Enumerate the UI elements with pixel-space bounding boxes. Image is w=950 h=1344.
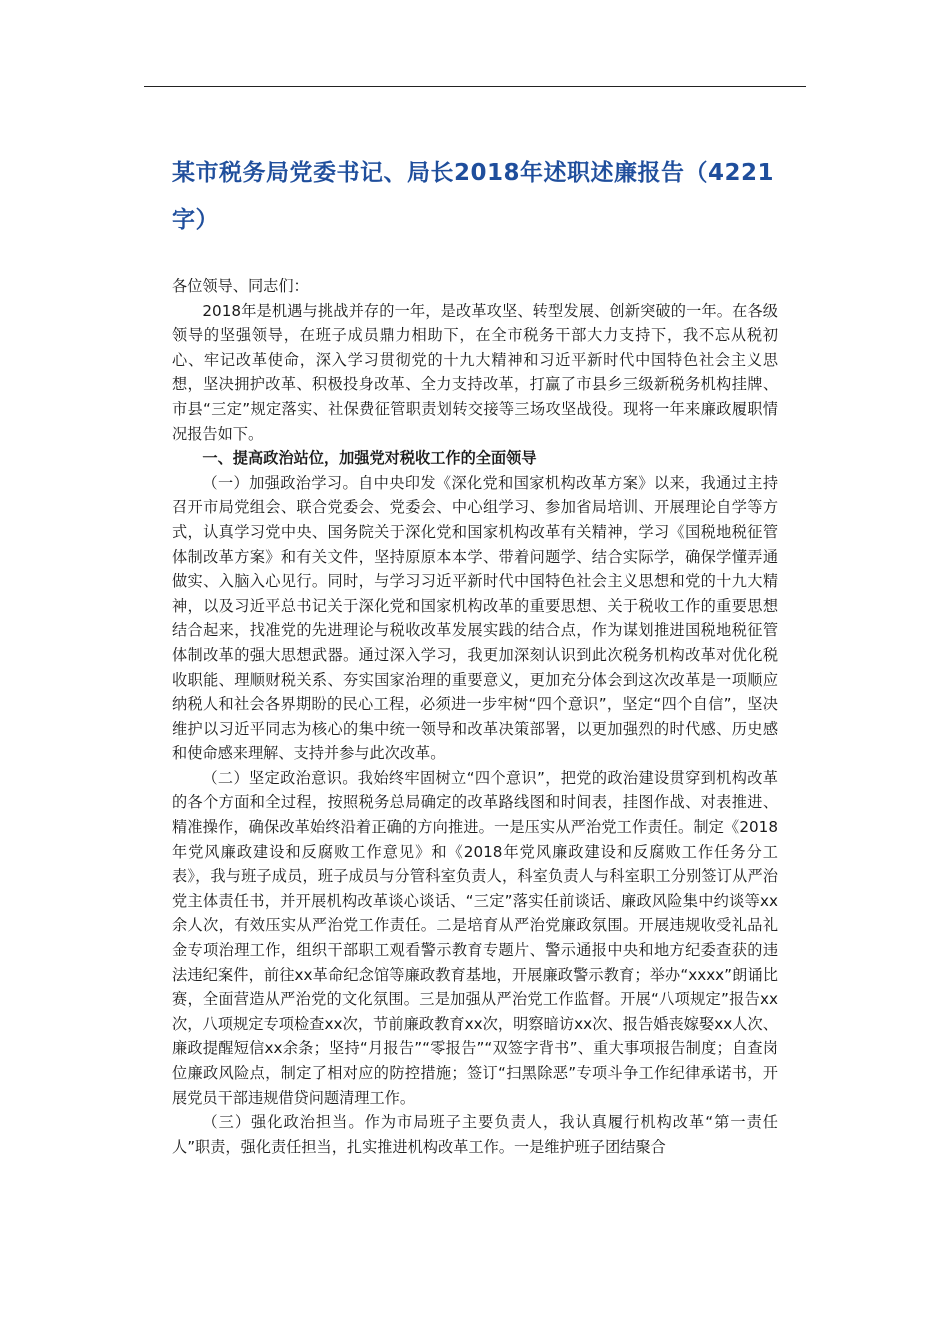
document-body [172, 274, 778, 1159]
header-rule [144, 86, 806, 87]
paragraph-political-awareness: （二）坚定政治意识。我始终牢固树立“四个意识”，把党的政治建设贯穿到机构改革的各个方面和全过程，按照税务总局确定的改革路线图和时间表，挂图作战、对表推进、精准操作，确保改革始终沿着正确的方向推进。一是压实从严治党工作责任。制定《2018年党风廉政建设和反腐败工作意见》和《2018年党风廉政建设和反腐败工作任务分工表》，我与班子成员，班子成员与分管科室负责人，科室负责人与科室职工分别签订从严治党主体责任书，并开展机构改革谈心谈话、“三定”落实任前谈话、廉政风险集中约谈等xx余人次，有效压实从严治党工作责任。二是培育从严治党廉政氛围。开展违规收受礼品礼金专项治理工作，组织干部职工观看警示教育专题片、警示通报中央和地方纪委查获的违法违纪案件，前往xx革命纪念馆等廉政教育基地，开展廉政警示教育；举办“xxxx”朗诵比赛，全面营造从严治党的文化氛围。三是加强从严治党工作监督。开展“八项规定”报告xx次，八项规定专项检查xx次，节前廉政教育xx次，明察暗访xx次、报告婚丧嫁娶xx人次、廉政提醒短信xx余条；坚持“月报告”“零报告”“双签字背书”、重大事项报告制度；自查岗位廉政风险点，制定了相对应的防控措施；签订“扫黑除恶”专项斗争工作纪律承诺书，开展党员干部违规借贷问题清理工作。 [172, 768, 778, 1107]
salutation: 各位领导、同志们： [172, 277, 309, 295]
paragraph-political-responsibility: （三）强化政治担当。作为市局班子主要负责人，我认真履行机构改革“第一责任人”职责，强化责任担当，扎实推进机构改革工作。一是维护班子团结聚合 [172, 1113, 778, 1156]
paragraph-intro: 2018年是机遇与挑战并存的一年，是改革攻坚、转型发展、创新突破的一年。在各级领导的坚强领导，在班子成员鼎力相助下，在全市税务干部大力支持下，我不忘从税初心、牢记改革使命，深入学习贯彻党的十九大精神和习近平新时代中国特色社会主义思想，坚决拥护改革、积极投身改革、全力支持改革，打赢了市县乡三级新税务机构挂牌、市县“三定”规定落实、社保费征管职责划转交接等三场攻坚战役。现将一年来廉政履职情况报告如下。 [172, 301, 778, 443]
paragraph-political-study: （一）加强政治学习。自中央印发《深化党和国家机构改革方案》以来，我通过主持召开市局党组会、联合党委会、党委会、中心组学习、参加省局培训、开展理论自学等方式，认真学习党中央、国务院关于深化党和国家机构改革有关精神，学习《国税地税征管体制改革方案》和有关文件，坚持原原本本学、带着问题学、结合实际学，确保学懂弄通做实、入脑入心见行。同时，与学习习近平新时代中国特色社会主义思想和党的十九大精神，以及习近平总书记关于深化党和国家机构改革的重要思想、关于税收工作的重要思想结合起来，找准党的先进理论与税收改革发展实践的结合点，作为谋划推进国税地税征管体制改革的强大思想武器。通过深入学习，我更加深刻认识到此次税务机构改革对优化税收职能、理顺财税关系、夯实国家治理的重要意义，更加充分体会到这次改革是一项顺应纳税人和社会各界期盼的民心工程，必须进一步牢树“四个意识”，坚定“四个自信”，坚决维护以习近平同志为核心的集中统一领导和改革决策部署，以更加强烈的时代感、历史感和使命感来理解、支持并参与此次改革。 [172, 473, 778, 763]
document-title: 某市税务局党委书记、局长2018年述职述廉报告（4221字） [172, 160, 775, 233]
section-heading-1: 一、提高政治站位，加强党对税收工作的全面领导 [202, 449, 537, 468]
